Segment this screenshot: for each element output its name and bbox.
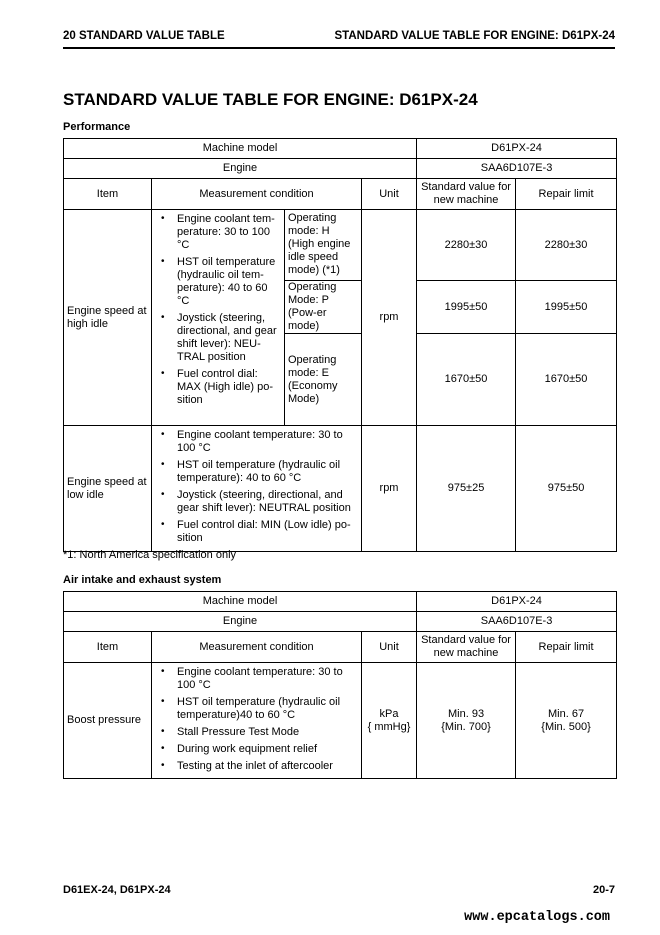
condition-item: • Joystick (steering, directional, and gear shift lever): NEUTRAL position: [177, 489, 358, 515]
standard-mode-h: 2280±30: [417, 210, 516, 281]
running-header-left: 20 STANDARD VALUE TABLE: [63, 30, 225, 42]
condition-item: • HST oil temperature (hydraulic oil temperature)40 to 60 °C: [177, 696, 358, 722]
repair-boost-alt: {Min. 500}: [541, 720, 591, 733]
mode-h: Operating mode: H (High engine idle speed mode) (*1): [285, 210, 362, 281]
machine-model-value: D61PX-24: [417, 139, 617, 159]
repair-low-idle: 975±50: [516, 426, 617, 552]
air-intake-heading: Air intake and exhaust system: [63, 574, 222, 586]
performance-heading: Performance: [63, 121, 131, 133]
table-row: [64, 210, 617, 281]
table-row: [64, 663, 617, 779]
footnote: *1: North America specification only: [63, 549, 237, 561]
condition-item: • Fuel control dial: MAX (High idle) po-sition: [177, 368, 281, 407]
unit-boost-alt: { mmHg}: [367, 720, 411, 733]
standard-mode-p: 1995±50: [417, 281, 516, 334]
item-low-idle: Engine speed at low idle: [64, 426, 152, 552]
condition-item: • Joystick (steering, directional, and gear shift lever): NEU-TRAL position: [177, 312, 281, 364]
condition-item: • Engine coolant temperature: 30 to 100 °C: [177, 429, 358, 455]
header-rule: [63, 47, 615, 49]
footer-model: D61EX-24, D61PX-24: [63, 884, 171, 896]
col-standard: Standard value for new machine: [417, 632, 516, 663]
conditions-high-idle: [152, 210, 285, 426]
unit-boost-primary: kPa: [379, 707, 399, 720]
page-title: STANDARD VALUE TABLE FOR ENGINE: D61PX-24: [63, 90, 478, 109]
col-item: Item: [64, 632, 152, 663]
engine-value: SAA6D107E-3: [417, 159, 617, 179]
machine-model-label: Machine model: [64, 139, 417, 159]
col-unit: Unit: [362, 632, 417, 663]
col-repair: Repair limit: [516, 632, 617, 663]
table-row: [64, 426, 617, 552]
col-unit: Unit: [362, 179, 417, 210]
conditions-low-idle: [152, 426, 362, 552]
item-high-idle: Engine speed at high idle: [64, 210, 152, 426]
watermark: www.epcatalogs.com: [464, 910, 610, 925]
condition-item: • HST oil temperature (hydraulic oil tem-perature): 40 to 60 °C: [177, 256, 281, 308]
column-header-row: [64, 632, 617, 663]
col-repair: Repair limit: [516, 179, 617, 210]
repair-mode-h: 2280±30: [516, 210, 617, 281]
condition-item: • Stall Pressure Test Mode: [177, 726, 358, 739]
engine-row: [64, 159, 617, 179]
col-condition: Measurement condition: [152, 632, 362, 663]
mode-e: Operating mode: E (Economy Mode): [285, 334, 362, 426]
engine-label: Engine: [64, 159, 417, 179]
engine-label: Engine: [64, 612, 417, 632]
condition-item: • During work equipment relief: [177, 743, 358, 756]
unit-low-idle: rpm: [362, 426, 417, 552]
engine-value: SAA6D107E-3: [417, 612, 617, 632]
running-header-right: STANDARD VALUE TABLE FOR ENGINE: D61PX-24: [334, 30, 615, 42]
col-standard: Standard value for new machine: [417, 179, 516, 210]
col-condition: Measurement condition: [152, 179, 362, 210]
footer-page-number: 20-7: [592, 884, 615, 896]
condition-item: • Testing at the inlet of aftercooler: [177, 760, 358, 773]
condition-item: • HST oil temperature (hydraulic oil temperature): 40 to 60 °C: [177, 459, 358, 485]
standard-low-idle: 975±25: [417, 426, 516, 552]
conditions-boost: [152, 663, 362, 779]
unit-high-idle: rpm: [362, 210, 417, 426]
col-item: Item: [64, 179, 152, 210]
standard-boost: [417, 663, 516, 779]
standard-boost-alt: {Min. 700}: [441, 720, 491, 733]
repair-mode-p: 1995±50: [516, 281, 617, 334]
condition-item: • Engine coolant tem-perature: 30 to 100 °C: [177, 213, 281, 252]
repair-boost: [516, 663, 617, 779]
machine-model-value: D61PX-24: [417, 592, 617, 612]
condition-item: • Engine coolant temperature: 30 to 100 °C: [177, 666, 358, 692]
standard-mode-e: 1670±50: [417, 334, 516, 426]
repair-mode-e: 1670±50: [516, 334, 617, 426]
standard-boost-primary: Min. 93: [447, 707, 485, 720]
item-boost: Boost pressure: [64, 663, 152, 779]
engine-row: [64, 612, 617, 632]
machine-model-row: [64, 592, 617, 612]
condition-item: • Fuel control dial: MIN (Low idle) po-sition: [177, 519, 358, 545]
machine-model-label: Machine model: [64, 592, 417, 612]
machine-model-row: [64, 139, 617, 159]
air-intake-table: [63, 591, 617, 779]
mode-p: Operating Mode: P (Pow-er mode): [285, 281, 362, 334]
repair-boost-primary: Min. 67: [548, 707, 585, 720]
performance-table: [63, 138, 617, 552]
column-header-row: [64, 179, 617, 210]
unit-boost: [362, 663, 417, 779]
